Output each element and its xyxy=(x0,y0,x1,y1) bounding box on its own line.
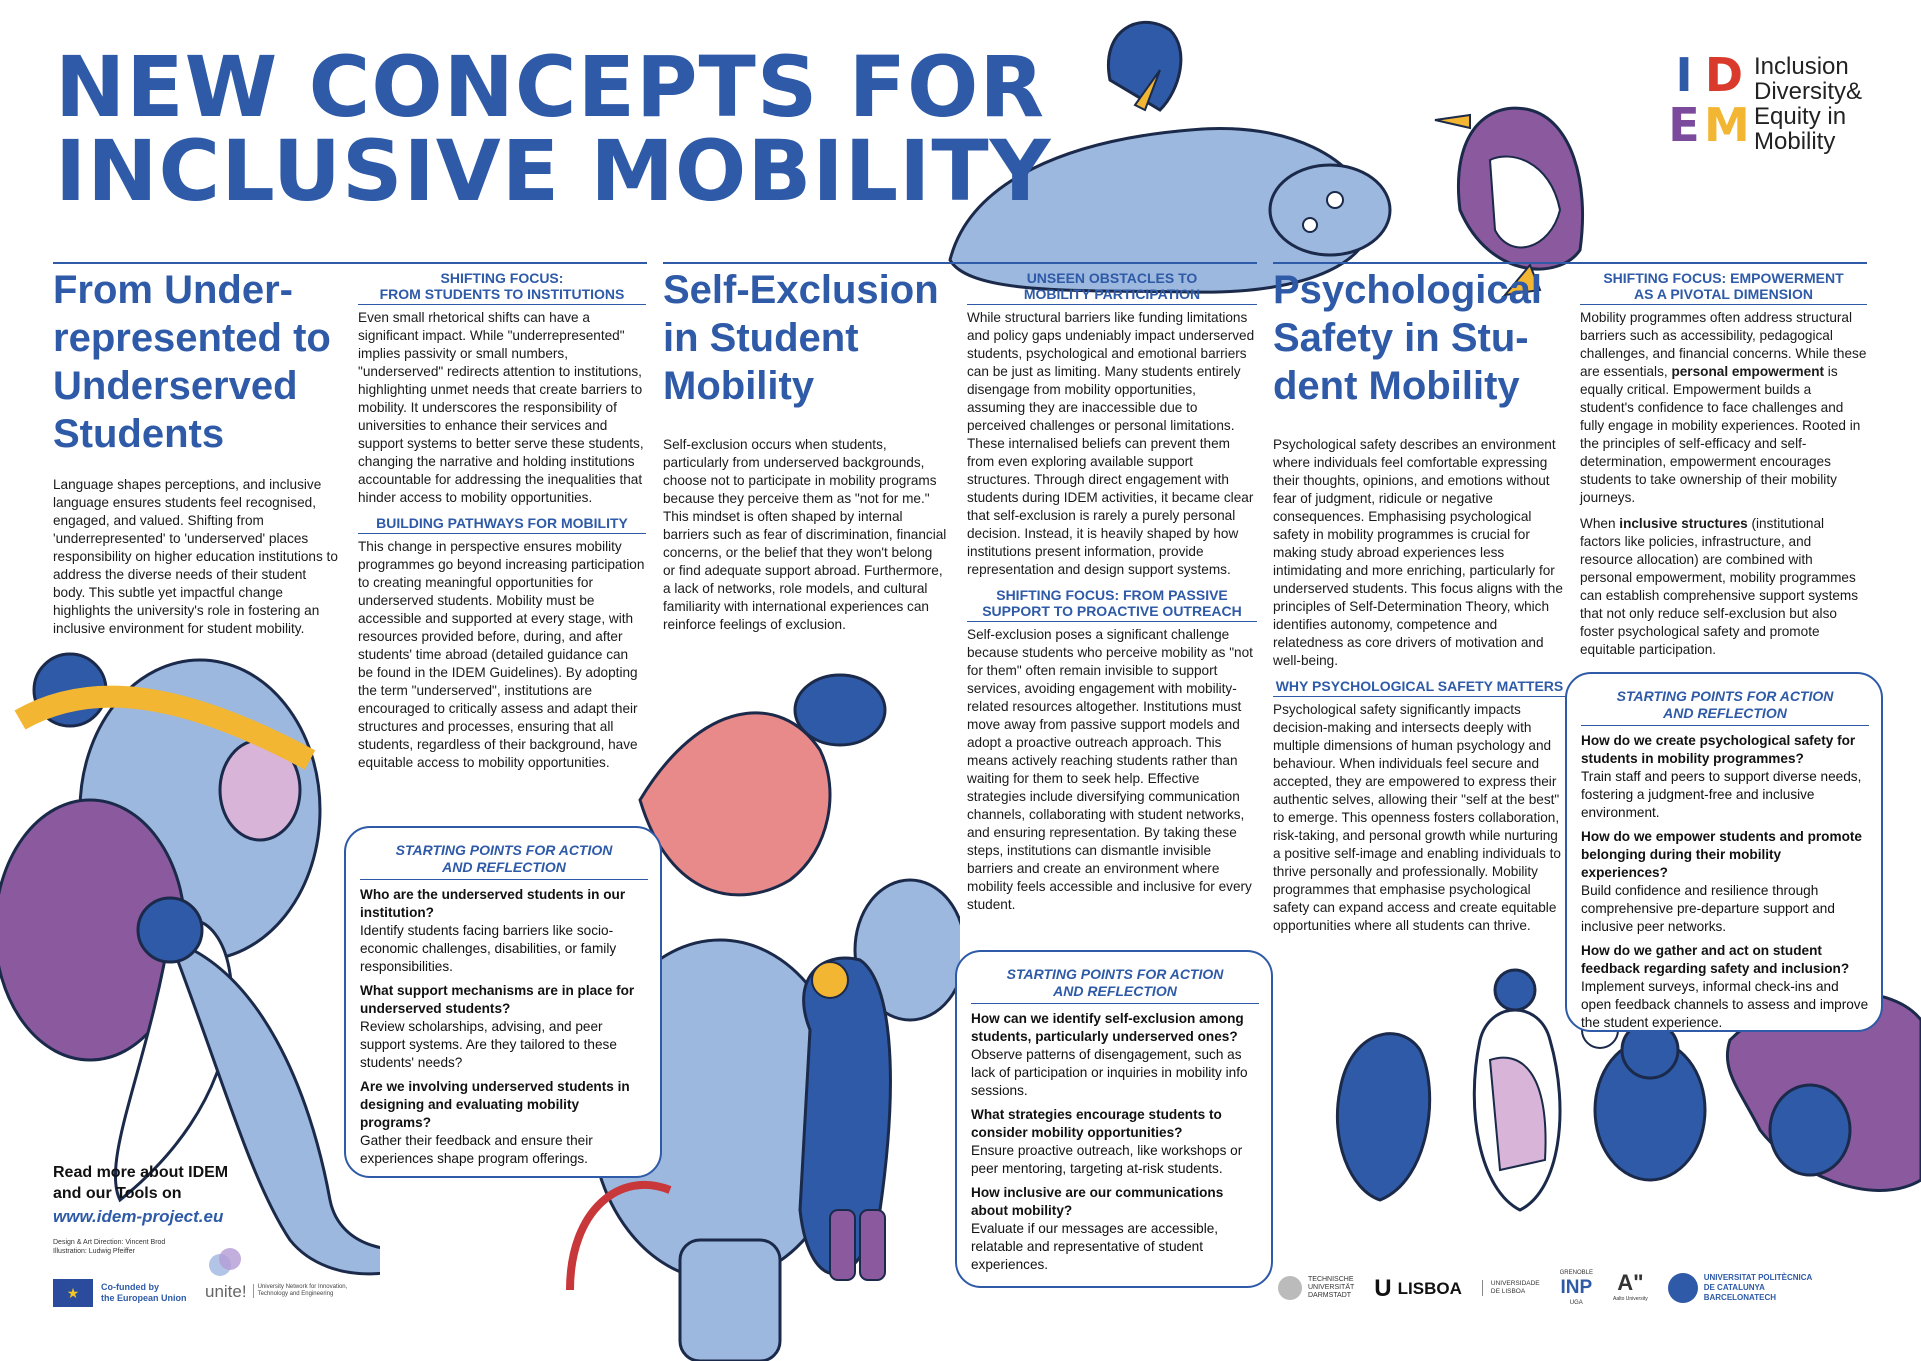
reflection-answer: Identify students facing barriers like socio-economic challenges, disabilities, or family responsibilities. xyxy=(360,923,617,974)
reflection-answer: Implement surveys, informal check-ins and open feedback channels to assess and improve the student experience. xyxy=(1581,979,1869,1030)
reflection-question: What strategies encourage students to consider mobility opportunities? xyxy=(971,1107,1222,1140)
reflection-question: How do we empower students and promote belonging during their mobility experiences? xyxy=(1581,829,1862,880)
reflection-answer: Build confidence and resilience through comprehensive pre-departure support and inclusive peer networks. xyxy=(1581,883,1835,934)
action-box-title xyxy=(1581,688,1869,726)
subheading-line: AS A PIVOTAL DIMENSION xyxy=(1634,286,1813,302)
heading-line: in Student xyxy=(663,316,859,360)
heading-line: dent Mobility xyxy=(1273,364,1520,408)
heading-line: Mobility xyxy=(663,364,815,408)
partner-upc xyxy=(1668,1273,1813,1303)
reflection-question: Who are the underserved students in our institution? xyxy=(360,887,626,920)
heading-line: From Under- xyxy=(53,268,293,312)
partner-universidade-lisboa xyxy=(1482,1280,1540,1296)
reflection-question: How inclusive are our communications about mobility? xyxy=(971,1185,1224,1218)
eu-text-line: Co-funded by xyxy=(101,1282,159,1292)
col6-paragraph-2 xyxy=(1580,515,1867,659)
action-box-title xyxy=(360,842,648,880)
reflection-question: How can we identify self-exclusion among students, particularly underserved ones? xyxy=(971,1011,1244,1044)
partner-name-line: A" xyxy=(1617,1269,1644,1295)
col3-text: Self-exclusion occurs when students, particularly from underserved backgrounds, choose not to participate in mobility programs because they perceive them as "not for me." This mindset is often shaped by internal barriers such as fear of discrimination, financial concerns, or the belief that they won't belong or find adequate support abroad. Furthermore, a lack of networks, role models, and cultural familiarity with international experiences can reinforce feelings of exclusion. xyxy=(663,437,947,632)
reflection-answer: Observe patterns of disengagement, such as lack of participation or inquiries in mobility info sessions. xyxy=(971,1047,1248,1098)
col6-subheading xyxy=(1580,270,1867,305)
partner-name-line: DARMSTADT xyxy=(1308,1292,1352,1299)
col4-subheading-2 xyxy=(967,587,1257,622)
eu-text-line: the European Union xyxy=(101,1293,187,1303)
col2-text-2: This change in perspective ensures mobility programmes go beyond increasing participation to creating meaningful opportunities for underserved students. Mobility must be accessible and supported at every stage, with resources provided before, during, and after students' time abroad (detailed guidance can be found in the IDEM Guidelines). By adopting the term "underserved", institutions are encouraged to critically assess and adapt their structures and processes, ensuring that all students, regardless of their background, have equitable access to mobility opportunities. xyxy=(358,539,645,770)
read-more-line: Read more about IDEM xyxy=(53,1164,229,1181)
partner-name-line: UNIVERSITAT POLITÈCNICA xyxy=(1703,1273,1813,1282)
partner-name-line: BARCELONATECH xyxy=(1703,1293,1777,1302)
reflection-answer: Gather their feedback and ensure their experiences shape program offerings. xyxy=(360,1133,593,1166)
unite-wordmark: unite! xyxy=(205,1282,247,1301)
logo-text-line: Equity in xyxy=(1754,103,1847,130)
partner-name-line: UNIVERSITÄT xyxy=(1308,1284,1355,1291)
reflection-question: Are we involving underserved students in designing and evaluating mobility programs? xyxy=(360,1079,630,1130)
upc-seal-icon xyxy=(1668,1273,1698,1303)
partner-tu-darmstadt xyxy=(1278,1276,1354,1300)
credit-line: Design & Art Direction: Vincent Brod xyxy=(53,1239,166,1246)
col3-section xyxy=(663,266,948,634)
subheading-line: FROM STUDENTS TO INSTITUTIONS xyxy=(379,286,625,302)
heading-line: Psychological xyxy=(1273,268,1542,312)
idem-logo-mark xyxy=(1664,50,1750,150)
partner-name-line: DE LISBOA xyxy=(1490,1288,1526,1295)
subheading-line: SHIFTING FOCUS: EMPOWERMENT xyxy=(1603,270,1844,286)
col5-heading xyxy=(1273,266,1566,410)
col6-action-box xyxy=(1565,672,1883,1032)
col4-text-2: Self-exclusion poses a significant challenge because students who perceive mobility as "not for them" often remain invisible to support services, avoiding engagement with mobility-related resources altogether. Institutions must move away from passive support models and adopt a proactive outreach approach. This means actively reaching students rather than waiting for them to seek help. Effective strategies include diversifying communication channels, collaborating with student networks, and ensuring representation. By taking these steps, institutions can dismantle invisible barriers and create an environment where mobility feels accessible and inclusive for every student. xyxy=(967,627,1253,912)
subheading-line: UNSEEN OBSTACLES TO xyxy=(1026,270,1198,286)
poster-title xyxy=(55,38,1052,220)
partner-name-line: UNIVERSIDADE xyxy=(1490,1280,1540,1287)
project-url-link[interactable]: www.idem-project.eu xyxy=(53,1207,224,1226)
reflection-answer: Train staff and peers to support diverse needs, fostering a judgment-free and inclusive environment. xyxy=(1581,769,1862,820)
box-title-line: STARTING POINTS FOR ACTION xyxy=(1616,688,1834,704)
box-title-line: STARTING POINTS FOR ACTION xyxy=(395,842,613,858)
partner-name-line: UGA xyxy=(1569,1300,1583,1306)
partner-name-line: LISBOA xyxy=(1397,1278,1462,1298)
col4-action-box xyxy=(955,950,1273,1288)
unite-sub-line: Technology and Engineering xyxy=(257,1291,334,1297)
col4-subheading-1 xyxy=(967,270,1257,305)
col6-paragraph-1 xyxy=(1580,309,1867,507)
logo-letter-d: D xyxy=(1704,48,1744,102)
subheading-line: SUPPORT TO PROACTIVE OUTREACH xyxy=(982,603,1242,619)
action-box-title xyxy=(971,966,1259,1004)
col4-section xyxy=(967,270,1257,914)
col5-text-2: Psychological safety significantly impacts decision-making and intersects deeply with multiple dimensions of human psychology and behaviour. When individuals feel secure and accepted, they are empowered to express their authentic selves, allowing their "self at the best" to emerge. This openness fosters collaboration, risk-taking, and personal growth while nurturing a positive self-image and enabling individuals to thrive personally and professionally. Mobility programmes that emphasise psychological safety can expand access and create equitable opportunities where all students can thrive. xyxy=(1273,702,1561,933)
emphasis-text: inclusive structures xyxy=(1619,516,1748,531)
subheading-line: SHIFTING FOCUS: xyxy=(440,270,564,286)
logo-text-line: Diversity& xyxy=(1754,78,1863,105)
col2-text-1: Even small rhetorical shifts can have a significant impact. While "underrepresented" implies passivity or small numbers, "underserved" redirects attention to institutions, highlighting unmet needs that create barriers to mobility. It underscores the responsibility of universities to enhance their services and support systems to better serve these students, changing the narrative and holding institutions accountable for addressing the inequalities that hinder access to mobility opportunities. xyxy=(358,310,644,505)
unite-sub-line: University Network for Innovation, xyxy=(257,1284,348,1290)
idem-logo-text xyxy=(1754,54,1862,154)
unite-circles-icon xyxy=(209,1248,243,1278)
unite-logo xyxy=(205,1248,347,1302)
reflection-question: How do we create psychological safety for students in mobility programmes? xyxy=(1581,733,1856,766)
col1-heading xyxy=(53,266,339,458)
eu-funding-text xyxy=(101,1282,187,1304)
text-run: (institutional factors like policies, infrastructure, and resource allocation) are combined with personal empowerment, mobility programmes can establish comprehensive support systems that not only reduce self-exclusion but also foster psychological safety and promote equitable participation. xyxy=(1580,516,1859,657)
box-title-line: AND REFLECTION xyxy=(1663,705,1787,721)
reflection-answer: Ensure proactive outreach, like workshops or peer mentoring, targeting at-risk students. xyxy=(971,1143,1243,1176)
logo-text-line: Mobility xyxy=(1754,128,1836,155)
box-title-line: AND REFLECTION xyxy=(442,859,566,875)
partner-name-line: Aalto University xyxy=(1612,1295,1648,1302)
partner-aalto xyxy=(1612,1269,1648,1305)
col2-action-box xyxy=(344,826,662,1178)
col5-text-1: Psychological safety describes an environment where individuals feel comfortable expressing their thoughts, opinions, and emotions without fear of judgment, ridicule or negative consequences. Emphasising psychological safety in mobility programmes is crucial for making study abroad experiences less intimidating and more enriching, particularly for underserved students. This focus aligns with the principles of Self-Determination Theory, which identifies autonomy, competence and relatedness as core drivers of motivation and well-being. xyxy=(1273,437,1563,668)
partner-name-line: INP xyxy=(1560,1277,1593,1298)
col1-intro: Language shapes perceptions, and inclusive language ensures students feel recognised, engaged, and valued. Shifting from 'underrepresented' to 'underserved' places responsibility on higher education institutions to address the diverse needs of their student body. This subtle yet impactful change highlights the university's role in fostering an inclusive environment for student mobility. xyxy=(53,477,338,636)
idem-logo xyxy=(1664,50,1904,160)
heading-line: Students xyxy=(53,412,225,456)
tu-darmstadt-seal-icon xyxy=(1278,1276,1302,1300)
reflection-question: How do we gather and act on student feedback regarding safety and inclusion? xyxy=(1581,943,1850,976)
section-rule-3 xyxy=(1273,262,1867,264)
col2-section xyxy=(358,270,646,772)
col3-heading xyxy=(663,266,948,410)
partner-name-line: TECHNISCHE xyxy=(1308,1276,1354,1283)
logo-letter-e: E xyxy=(1668,98,1700,152)
credit-line: Illustration: Ludwig Pfeiffer xyxy=(53,1248,135,1255)
logo-letter-i: I xyxy=(1675,48,1693,102)
reflection-answer: Evaluate if our messages are accessible, relatable and representative of student experiences. xyxy=(971,1221,1219,1272)
partner-logos xyxy=(1278,1268,1878,1308)
subheading-line: SHIFTING FOCUS: FROM PASSIVE xyxy=(996,587,1228,603)
col4-text-1: While structural barriers like funding limitations and policy gaps undeniably impact underserved students, psychological and emotional barriers can be just as limiting. Many students entirely disengage from mobility opportunities, assuming they are inaccessible due to perceived challenges or personal limitations. These internalised beliefs can prevent them from even exploring available support structures. Through direct engagement with students during IDEM activities, it became clear that self-exclusion is rarely a purely personal decision. Instead, it is heavily shaped by how institutions present information, provide representation and design support systems. xyxy=(967,310,1255,577)
unite-subtitle xyxy=(253,1284,348,1298)
subheading-line: MOBILITY PARTICIPATION xyxy=(1023,286,1201,302)
box-title-line: AND REFLECTION xyxy=(1053,983,1177,999)
text-run: is equally critical. Empowerment builds a student's confidence to face challenges and fully engage in mobility experiences. Rooted in the principles of self-efficacy and self-determination, empowerment encourages students to take ownership of their mobility journeys. xyxy=(1580,364,1861,505)
col5-subheading: WHY PSYCHOLOGICAL SAFETY MATTERS xyxy=(1273,678,1566,697)
reflection-answer: Review scholarships, advising, and peer support systems. Are they tailored to these students' needs? xyxy=(360,1019,617,1070)
logo-letter-m: M xyxy=(1704,98,1750,152)
section-rule-2 xyxy=(663,262,1257,264)
heading-line: Underserved xyxy=(53,364,298,408)
col2-subheading-1 xyxy=(358,270,646,305)
text-run: Mobility programmes often address structural barriers such as accessibility, pedagogical challenges, and financial concerns. While these are essentials, xyxy=(1580,310,1867,379)
title-line-1: NEW CONCEPTS FOR xyxy=(55,38,1046,136)
heading-line: Safety in Stu- xyxy=(1273,316,1529,360)
title-line-2: INCLUSIVE MOBILITY xyxy=(55,122,1052,220)
section-rule-1 xyxy=(53,262,647,264)
box-title-line: STARTING POINTS FOR ACTION xyxy=(1006,966,1224,982)
partner-grenoble-inp xyxy=(1560,1268,1593,1308)
heading-line: Self-Exclusion xyxy=(663,268,939,312)
col1-section xyxy=(53,266,339,638)
heading-line: represented to xyxy=(53,316,331,360)
emphasis-text: personal empowerment xyxy=(1671,364,1825,379)
reflection-question: What support mechanisms are in place for underserved students? xyxy=(360,983,635,1016)
eu-flag-icon: ★ xyxy=(53,1279,93,1307)
col6-section xyxy=(1580,270,1867,659)
read-more-line: and our Tools on xyxy=(53,1185,182,1202)
footer-read-more xyxy=(53,1162,313,1227)
col5-section xyxy=(1273,266,1566,935)
partner-name-line: DE CATALUNYA xyxy=(1703,1283,1765,1292)
partner-lisboa xyxy=(1374,1274,1462,1302)
eu-funding-logo xyxy=(53,1279,187,1307)
col2-subheading-2: BUILDING PATHWAYS FOR MOBILITY xyxy=(358,515,646,534)
logo-text-line: Inclusion xyxy=(1754,53,1849,80)
text-run: When xyxy=(1580,516,1620,531)
partner-name-line: GRENOBLE xyxy=(1559,1270,1593,1276)
lisboa-u-icon: U xyxy=(1374,1274,1392,1302)
